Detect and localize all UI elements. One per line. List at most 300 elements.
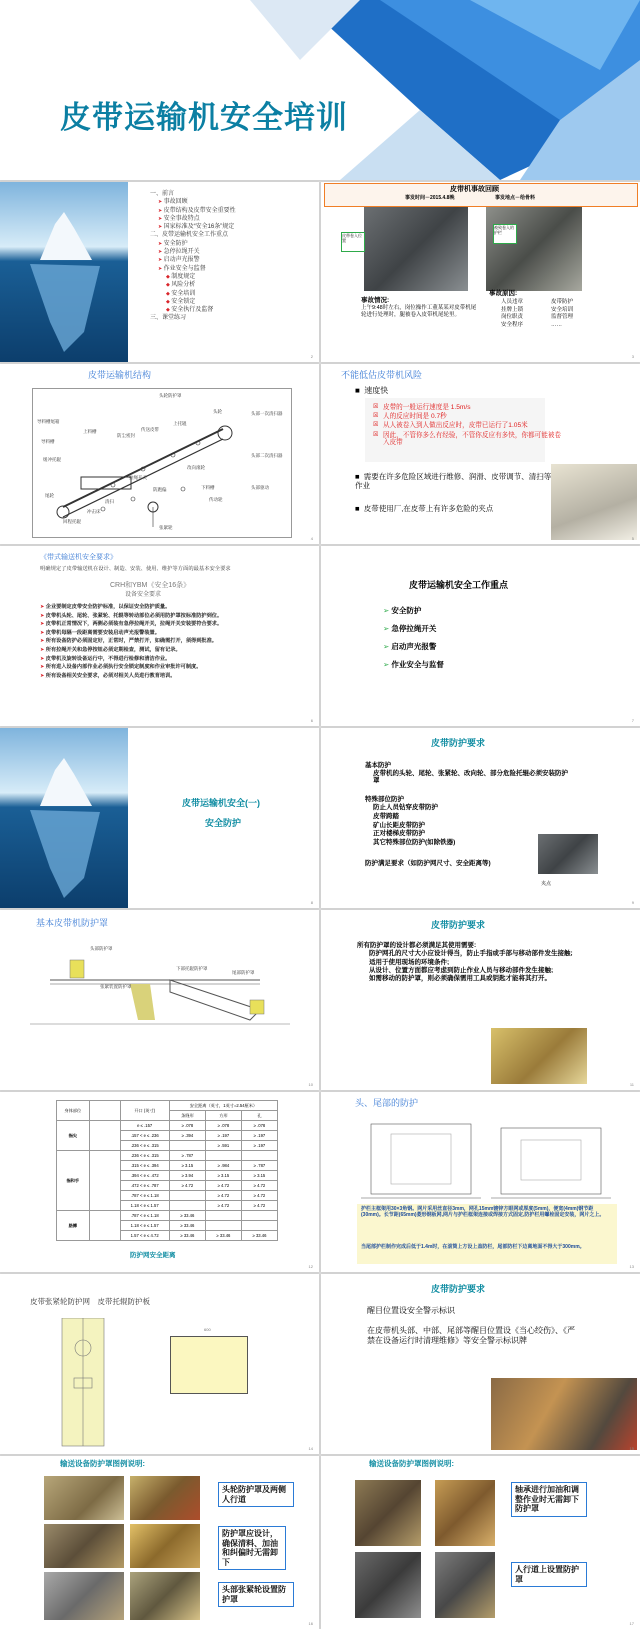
design-item: 适用于使用现场的环境条件; — [369, 958, 450, 966]
agenda-label: 安全执行及监督 — [171, 307, 214, 314]
note-2: 当尾部护栏制作完成后低于1.4m时，在滚筒上方设上盖防栏，尾部防栏下边离地面不得大于300mm。 — [361, 1244, 585, 1250]
table-cell: ≥ 3.15 — [169, 1161, 205, 1171]
slide-heading: 皮带防护要求 — [431, 920, 486, 930]
standard-list — [40, 603, 315, 680]
takeup-drawing — [50, 1318, 120, 1448]
table-header: 方形 — [205, 1111, 241, 1121]
title-background-graphic — [0, 0, 640, 180]
label-tail-guard: 尾部防护罩 — [232, 970, 255, 975]
tag-2: 被致卷入的护栏 — [493, 224, 517, 244]
arrow-icon: ➤ — [158, 215, 164, 222]
label-skirt: 导料槽 — [41, 439, 55, 444]
risk-text: 因此，不管你多么有经验，不管你反应有多快，你都可能被卷入皮带 — [383, 431, 562, 446]
keypoint-item — [383, 638, 444, 656]
cause-item: 岗位职责 — [501, 314, 524, 320]
label-dust-seal: 防尘密封 — [117, 433, 135, 438]
chevron-right-icon: ➢ — [383, 624, 392, 633]
standard-item — [40, 672, 315, 681]
slide-title — [0, 0, 640, 180]
slide-heading: 皮带张紧轮防护网 皮带托辊防护板 — [30, 1297, 150, 1306]
agenda-label: 事故回顾 — [163, 199, 188, 206]
label-upper-idler: 上托辊 — [173, 421, 187, 426]
page-number: 4 — [310, 536, 313, 541]
table-header: 开口 (英寸) — [120, 1101, 169, 1121]
case-heading: 事故情况: — [361, 297, 390, 304]
table-cell: e ≤ .157 — [120, 1121, 169, 1131]
agenda-item — [150, 281, 315, 289]
page-number: 15 — [629, 1446, 634, 1451]
agenda-label: 急停拉绳开关 — [163, 249, 200, 256]
structure-diagram — [32, 388, 292, 538]
agenda-list — [150, 190, 315, 323]
table-caption: 防护网安全距离 — [130, 1252, 176, 1259]
accident-title: 皮带机事故回顾 — [450, 186, 499, 193]
slide-risk — [321, 364, 640, 544]
cause-heading: 事故原因: — [489, 290, 518, 297]
standard-text: 所有拉绳开关和急停按钮必须定期检查，测试，留有记录。 — [45, 646, 181, 653]
agenda-item — [150, 306, 315, 314]
label-impact-idler: 缓冲托辊 — [43, 457, 61, 462]
standard-text: 所有设备防护必须固定好，正常时，严禁打开，如确需打开，须得到批准。 — [45, 638, 217, 645]
slide-distance-table — [0, 1092, 319, 1272]
arrow-icon: ◆ — [166, 307, 172, 314]
label-tail-pulley: 尾轮 — [45, 493, 54, 498]
standard-item — [40, 663, 315, 672]
table-cell: .472 < e ≤ .787 — [120, 1181, 169, 1191]
table-cell: ≥ .197 — [205, 1131, 241, 1141]
standard-text: 企业要制定皮带安全防护标准，以保证安全防护质量。 — [45, 604, 171, 610]
tag-1: 皮带卷入位置 — [341, 232, 365, 252]
page-number: 17 — [629, 1621, 634, 1626]
cause-item: 挂牌上锁 — [501, 306, 524, 313]
agenda-label: 启动声光报警 — [163, 257, 200, 264]
slide-heading: 皮带防护要求 — [431, 738, 486, 748]
keypoints-list — [383, 602, 444, 674]
slide-heading: 基本皮带机防护罩 — [36, 918, 109, 928]
cause-list-left — [501, 299, 523, 329]
cause-item: 监督管理 — [551, 314, 574, 320]
design-item: 如需移动的防护罩，则必须确保需用工具或钥匙才能将其打开。 — [369, 975, 551, 983]
agenda-item — [150, 265, 315, 273]
special-item: 矿山长距皮带防护 — [373, 821, 425, 829]
standard-text: 皮带机及旋转设备运行中，不得进行检修和清洁作业。 — [45, 655, 171, 662]
agenda-item — [150, 207, 315, 215]
accident-photo-1 — [364, 207, 468, 291]
example-photo-2 — [130, 1476, 200, 1520]
table-part: 指和手 — [57, 1151, 90, 1211]
agenda-item — [150, 231, 315, 239]
label-head-drive: 头部驱动 — [251, 485, 269, 490]
label-cleaning: 清扫 — [105, 499, 114, 504]
section-line-1: 皮带运输机安全(一) — [182, 798, 260, 808]
slide-accident — [321, 182, 640, 362]
cause-list-right — [551, 299, 573, 329]
standard-title: 《带式输送机安全要求》 — [40, 554, 117, 561]
keypoint-text: 启动声光报警 — [391, 642, 437, 651]
label-head-guard: 头部防护罩 — [90, 946, 113, 951]
risk-heading-2: ■ 需要在许多危险区域进行维修、润滑、皮带调节、清扫等作业 — [355, 472, 552, 490]
signs-body: 在皮带机头部、中部、尾部等醒目位置设《当心绞伤》、《严禁在设备运行时清理维修》等安全警示标识牌 — [367, 1326, 575, 1345]
arrow-icon: ➤ — [158, 249, 164, 256]
table-cell: ≥ 4.72 — [169, 1181, 205, 1191]
slide-heading: 皮带运输机结构 — [88, 370, 152, 380]
risk-text: 皮带的一般运行速度是 1.5m/s — [383, 404, 471, 411]
risk-bullet — [373, 404, 563, 411]
design-item: 从设计、位置方面都应考虑到防止作业人员与移动部件发生接触; — [369, 966, 554, 974]
agenda-item — [150, 190, 315, 198]
keypoint-text: 作业安全与监督 — [391, 660, 444, 669]
arrow-icon: ➤ — [40, 646, 46, 653]
close-icon: ☒ — [373, 422, 379, 429]
arrow-icon: ➤ — [40, 612, 46, 619]
table-cell: ≥ 3.94 — [169, 1171, 205, 1181]
arrow-icon: ◆ — [166, 290, 172, 297]
agenda-item — [150, 298, 315, 306]
slide-design-req — [321, 910, 640, 1090]
standard-text: 皮带机每隔一段距离需要安装启动声光报警装置。 — [45, 629, 160, 636]
page-number: 14 — [308, 1446, 313, 1451]
standard-item — [40, 655, 315, 664]
table-row — [57, 1121, 278, 1131]
arrow-icon: ➤ — [40, 604, 46, 610]
slide-heading: 皮带防护要求 — [431, 1284, 486, 1294]
label-head-guard: 头轮防护罩 — [159, 393, 182, 398]
page-number: 3 — [631, 354, 634, 359]
slide-section — [0, 728, 319, 908]
arrow-icon: ➤ — [40, 664, 46, 671]
agenda-item — [150, 198, 315, 206]
chevron-right-icon: ➢ — [383, 606, 392, 615]
agenda-label: 作业安全与监督 — [163, 265, 206, 272]
table-cell: .315 < e ≤ .394 — [120, 1161, 169, 1171]
table-cell — [241, 1151, 277, 1161]
standard-sub1: CRH和YBM《安全16条》 — [110, 582, 191, 589]
table-cell: ≥ 3.15 — [205, 1171, 241, 1181]
example-photo-1 — [355, 1480, 421, 1546]
table-cell: ≥ 33.46 — [205, 1231, 241, 1241]
close-icon: ☒ — [373, 413, 379, 420]
page-number: 10 — [308, 1082, 313, 1087]
table-cell — [241, 1211, 277, 1221]
arrow-icon: ➤ — [158, 207, 164, 214]
table-cell: ≥ 33.46 — [241, 1231, 277, 1241]
agenda-label: 安全培训 — [171, 290, 196, 297]
slide-heading: 输送设备防护罩图例说明: — [369, 1459, 454, 1468]
cause-item: 安全培训 — [551, 306, 574, 313]
standard-text: 所有设备相关安全要求，必须对相关人员进行教育培训。 — [45, 672, 176, 679]
accident-photo-2 — [486, 207, 582, 291]
iceberg-image — [0, 728, 128, 908]
table-cell: ≥ .787 — [169, 1151, 205, 1161]
guard-diagram — [30, 940, 290, 1030]
slide-signs — [321, 1274, 640, 1454]
iceberg-image — [0, 182, 128, 362]
slide-heading: 不能低估皮带机风险 — [341, 370, 423, 380]
hand-icon — [89, 1121, 120, 1151]
agenda-label: 二、皮带运输机安全工作重点 — [150, 232, 229, 239]
page-number: 13 — [629, 1264, 634, 1269]
cause-item: …… — [551, 321, 562, 328]
slide-structure — [0, 364, 319, 544]
arrow-icon: ➤ — [40, 638, 46, 645]
arrow-icon: ➤ — [158, 199, 164, 206]
keypoint-text: 安全防护 — [391, 606, 422, 615]
table-cell — [169, 1201, 205, 1211]
arrow-icon: ➤ — [40, 629, 46, 636]
label-tail-box: 导料槽尾箱 — [37, 419, 60, 424]
signs-sub: 醒目位置设安全警示标识 — [367, 1306, 455, 1315]
example-photo-2 — [435, 1480, 495, 1546]
table-cell: ≥ 4.72 — [205, 1201, 241, 1211]
section-line-2: 安全防护 — [205, 818, 242, 828]
example-photo-3 — [355, 1552, 421, 1618]
table-cell: .157 < e ≤ .236 — [120, 1131, 169, 1141]
close-icon: ☒ — [373, 404, 379, 410]
table-cell: ≥ 33.46 — [169, 1221, 205, 1231]
table-row — [57, 1211, 278, 1221]
slide-basic-guards — [0, 910, 319, 1090]
special-item: 正对楼梯皮带防护 — [373, 830, 425, 838]
agenda-item — [150, 223, 315, 231]
slide-head-tail — [321, 1092, 640, 1272]
callout-1: 轴承进行加油和调整作业时无需卸下防护罩 — [511, 1482, 587, 1517]
arrow-icon: ◆ — [166, 282, 172, 289]
page-number: 2 — [310, 354, 313, 359]
label-secondary-cleaner: 头部二次清扫器 — [251, 453, 283, 458]
table-header: 孔 — [241, 1111, 277, 1121]
page-number: 9 — [631, 900, 634, 905]
risk-bullets — [373, 404, 563, 448]
accident-header — [324, 183, 638, 207]
table-cell — [169, 1141, 205, 1151]
table-cell: .394 < e ≤ .472 — [120, 1171, 169, 1181]
table-cell: ≥ 4.72 — [205, 1191, 241, 1201]
cause-item: 皮带防护 — [551, 299, 574, 305]
table-header — [89, 1101, 120, 1121]
example-photo-1 — [44, 1476, 124, 1520]
table-cell: ≥ .787 — [241, 1161, 277, 1171]
agenda-label: 安全事故特点 — [163, 215, 200, 222]
risk-bullet — [373, 422, 563, 429]
label-primary-cleaner: 头部一次清扫器 — [251, 411, 283, 416]
table-cell: ≥ 4.72 — [241, 1181, 277, 1191]
special-list — [373, 804, 455, 848]
table-cell: ≥ 4.72 — [205, 1181, 241, 1191]
accident-place: 事发地点－给骨料 — [495, 195, 536, 201]
table-cell: 1.18 < e ≤ 1.57 — [120, 1201, 169, 1211]
example-photo-3 — [44, 1524, 124, 1568]
callout-2: 防护罩应设计，确保清料、加油和纠偏时无需卸下 — [218, 1526, 286, 1570]
page-number: 11 — [629, 1082, 634, 1087]
label-anti-deviation: 防跑偏 — [153, 487, 167, 492]
standard-item — [40, 637, 315, 646]
table-cell: ≥ .078 — [205, 1121, 241, 1131]
callout-2: 人行道上设置防护罩 — [511, 1562, 587, 1587]
label-return-idler: 回程托辊 — [63, 519, 81, 524]
pinch-caption: 夹点 — [541, 881, 552, 887]
table-cell: ≥ 33.46 — [169, 1211, 205, 1221]
arrow-icon: ➤ — [158, 265, 164, 272]
table-cell — [205, 1211, 241, 1221]
table-cell: 1.57 < e ≤ 4.72 — [120, 1231, 169, 1241]
cause-item: 安全程序 — [501, 321, 524, 328]
agenda-label: 风险分析 — [171, 282, 196, 289]
standard-item — [40, 603, 315, 612]
worker-illustration — [551, 464, 637, 540]
head-tail-drawing — [351, 1114, 621, 1206]
table-cell: ≥ .078 — [241, 1121, 277, 1131]
slide-heading: 头、尾部的防护 — [355, 1098, 419, 1108]
table-header: 身体部位 — [57, 1101, 90, 1121]
slide-standard — [0, 546, 319, 726]
table-cell — [241, 1221, 277, 1231]
agenda-item — [150, 248, 315, 256]
label-take-up: 张紧轮 — [159, 525, 173, 530]
slide-examples-2 — [321, 1456, 640, 1629]
note-1: 护栏主框架用30×3角钢。网片采用丝直径3mm，网孔15mm镀锌方眼网或厚度(5mm)，便宽(4mm)钢节距(30mm)。长节距(65mm)菱形钢板网,网片与护栏框架连接或焊接方式固定,防护栏用螺栓固定安装，网片之上。 — [361, 1206, 605, 1219]
requirement-heading: 防护满足要求（如防护网尺寸、安全距离等) — [365, 860, 491, 867]
page-number: 7 — [631, 718, 634, 723]
agenda-item — [150, 240, 315, 248]
example-photo-5 — [44, 1572, 124, 1620]
table-cell: 1.18 < e ≤ 1.57 — [120, 1221, 169, 1231]
standard-text: 皮带机正常情况下，两侧必须装有急停拉绳开关，拉绳开关安装要符合要求。 — [45, 621, 223, 628]
agenda-label: 安全防护 — [163, 240, 188, 247]
table-cell: .236 < e ≤ .315 — [120, 1151, 169, 1161]
idler-plate — [170, 1336, 248, 1394]
case-text: 上午9:48时左右，岗位操作工董某某对皮带机尾轮进行处理时，腿被卷入皮带机尾轮里。 — [361, 305, 477, 318]
arrow-icon: ➤ — [40, 655, 46, 662]
sign-photo — [491, 1378, 637, 1450]
arrow-icon: ◆ — [166, 298, 172, 305]
table-cell: ≥ .197 — [241, 1141, 277, 1151]
standard-text: 所有进入设备内部作业必须执行安全锁定制度和作业审批许可制度。 — [45, 664, 202, 671]
dim-label: 600 — [204, 1327, 211, 1332]
label-drive-pulley: 传动轮 — [209, 497, 223, 502]
slide-agenda — [0, 182, 319, 362]
basic-heading: 基本防护 — [365, 762, 391, 769]
standard-text: 皮带机头轮、尾轮、张紧轮、托辊等转动部位必须用防护罩按标准防护到位。 — [45, 612, 223, 619]
table-cell: ≥ .078 — [169, 1121, 205, 1131]
table-cell — [205, 1221, 241, 1231]
arrow-icon: ➤ — [158, 257, 164, 264]
table-cell — [169, 1191, 205, 1201]
agenda-label: 三、课堂练习 — [150, 315, 187, 322]
table-cell: .787 < e ≤ 1.18 — [120, 1211, 169, 1221]
example-photo-4 — [435, 1552, 495, 1618]
design-item: 防护网孔的尺寸大小应设计得当，防止手指或手部与移动部件发生接触; — [369, 950, 573, 958]
table-row — [57, 1151, 278, 1161]
table-cell: ≥ .984 — [205, 1161, 241, 1171]
example-photo-4 — [130, 1524, 200, 1568]
close-icon: ☒ — [373, 431, 379, 438]
chevron-right-icon: ➢ — [383, 642, 392, 651]
special-heading: 特殊部位防护 — [365, 796, 404, 803]
table-cell: ≥ .197 — [241, 1131, 277, 1141]
callout-3: 头部张紧轮设置防护罩 — [218, 1582, 294, 1607]
special-item: 防止人员钻穿皮带防护 — [373, 804, 438, 811]
table-header-row — [57, 1101, 278, 1111]
pinch-point-photo — [538, 834, 598, 874]
label-pull-cord: 拉绳开关 — [129, 475, 147, 480]
label-idler-guard: 下部托辊防护罩 — [176, 966, 208, 971]
slide-heading: 输送设备防护罩图例说明: — [60, 1459, 145, 1468]
page-number: 8 — [310, 900, 313, 905]
label-discharge-chute: 下料槽 — [201, 485, 215, 490]
arrow-icon: ➤ — [40, 621, 46, 628]
page-number: 12 — [308, 1264, 313, 1269]
agenda-item — [150, 256, 315, 264]
design-list — [357, 942, 629, 983]
callout-1: 头轮防护罩及两侧人行道 — [218, 1482, 294, 1507]
hand-icon — [89, 1211, 120, 1241]
cause-item: 人员违章 — [501, 299, 524, 305]
table-cell: ≥ 3.15 — [241, 1171, 277, 1181]
table-part: 指尖 — [57, 1121, 90, 1151]
risk-heading-3: ■ 皮带使用厂,在皮带上有许多危险的夹点 — [355, 504, 494, 513]
table-cell: .236 < e ≤ .315 — [120, 1141, 169, 1151]
hand-icon — [89, 1151, 120, 1211]
keypoints-title: 皮带运输机安全工作重点 — [409, 580, 509, 590]
risk-heading-1: ■ 速度快 — [355, 386, 389, 395]
standard-item — [40, 620, 315, 629]
risk-bullet — [373, 432, 563, 446]
page-number: 16 — [308, 1621, 313, 1626]
table-cell: ≥ .591 — [205, 1141, 241, 1151]
agenda-item — [150, 314, 315, 322]
risk-text: 从人被卷入到人做出反应时，皮带已运行了1.05米 — [383, 422, 528, 430]
page-number: 6 — [310, 718, 313, 723]
slide-takeup-guard — [0, 1274, 319, 1454]
standard-item — [40, 646, 315, 655]
arrow-icon: ➤ — [158, 240, 164, 247]
label-head-pulley: 头轮 — [213, 409, 222, 414]
example-photo-6 — [130, 1572, 200, 1620]
table-part: 胳膊 — [57, 1211, 90, 1241]
table-header: 条缝形 — [169, 1111, 205, 1121]
special-item: 皮带跨踏 — [373, 812, 399, 820]
table-cell: .787 < e ≤ 1.18 — [120, 1191, 169, 1201]
keypoint-item — [383, 620, 444, 638]
agenda-label: 安全锁定 — [171, 298, 196, 305]
standard-item — [40, 629, 315, 638]
agenda-label: 国家标准及“安全16条”规定 — [163, 224, 235, 231]
basic-text: 皮带机的头轮、尾轮、张紧轮、改向轮、部分危险托辊必须安装防护罩 — [373, 770, 568, 785]
keypoint-item — [383, 602, 444, 620]
table-cell — [205, 1151, 241, 1161]
table-cell: ≥ 33.46 — [169, 1231, 205, 1241]
safety-distance-table — [56, 1100, 278, 1241]
risk-bullet — [373, 413, 563, 420]
slide-keypoints — [321, 546, 640, 726]
standard-sub2: 设备安全要求 — [125, 592, 162, 598]
slide-protection-req — [321, 728, 640, 908]
agenda-label: 一、前言 — [150, 191, 175, 197]
guard-illustration — [491, 1028, 587, 1084]
agenda-item — [150, 215, 315, 223]
label-bend-pulley: 改向滚轮 — [187, 465, 205, 470]
page-title: 皮带运输机安全培训 — [60, 100, 348, 135]
slide-examples-1 — [0, 1456, 319, 1629]
table-cell: ≥ 4.72 — [241, 1191, 277, 1201]
table-cell: ≥ .394 — [169, 1131, 205, 1141]
arrow-icon: ➤ — [40, 672, 46, 679]
table-cell: ≥ 4.72 — [241, 1201, 277, 1211]
keypoint-text: 急停拉绳开关 — [391, 624, 437, 633]
standard-intro: 明确规定了皮带输送机在设计、制造、安装、使用、维护等方面的最基本安全要求 — [40, 566, 231, 572]
arrow-icon: ➤ — [158, 224, 164, 231]
agenda-item — [150, 190, 315, 323]
